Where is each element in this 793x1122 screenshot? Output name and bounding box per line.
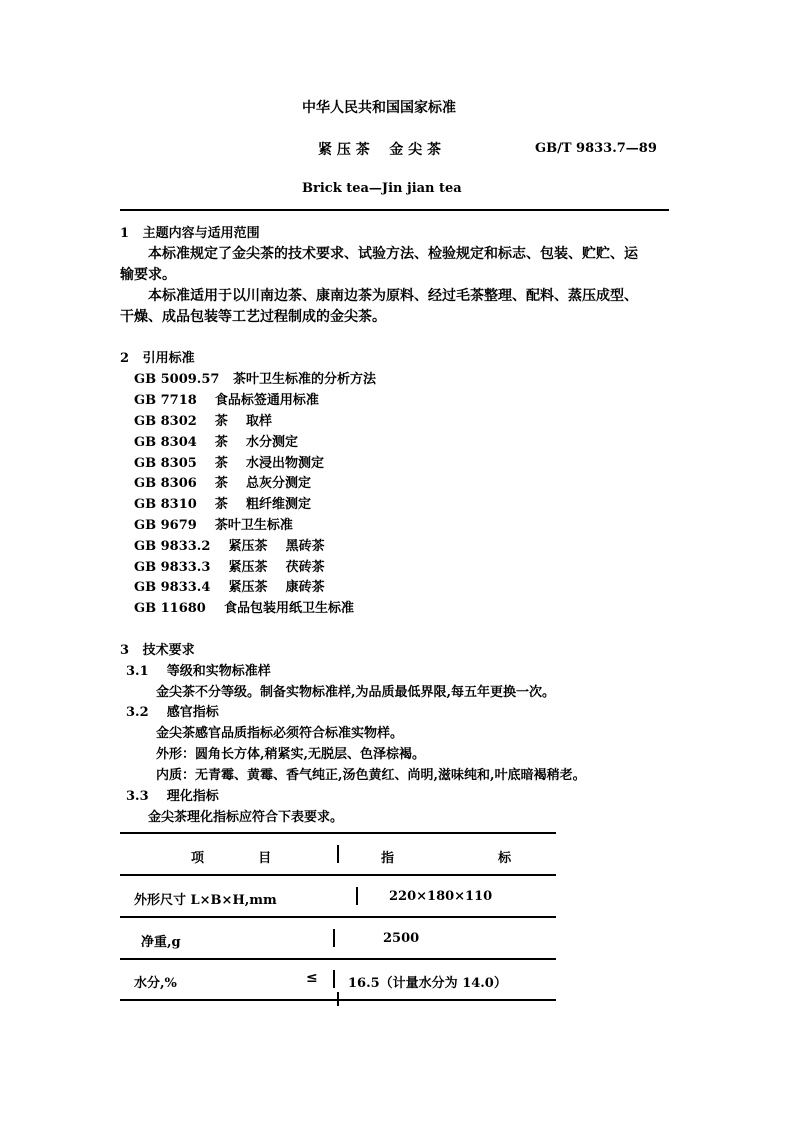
section-1-para-2-line-1: 本标准适用于以川南边茶、康南边茶为原料、经过毛茶整理、配料、蒸压成型、: [148, 288, 638, 304]
reference-item: GB 8306 茶 总灰分测定: [134, 476, 312, 491]
standard-title-en: Brick tea—Jin jian tea: [302, 181, 462, 196]
section-2-heading: 2 引用标准: [120, 351, 195, 366]
section-3-3-heading: 3.3 理化指标: [126, 789, 219, 804]
header-rule: [120, 209, 669, 211]
section-3-2-line-2: 外形：圆角长方体,稍紧实,无脱层、色泽棕褐。: [156, 747, 426, 762]
table-cell-value: 2500: [383, 931, 420, 946]
section-1-para-1-line-1: 本标准规定了金尖茶的技术要求、试验方法、检验规定和标志、包装、贮贮、运: [148, 246, 638, 262]
reference-item: GB 8302 茶 取样: [134, 414, 273, 429]
table-cell-item: 净重,g: [141, 935, 181, 950]
standard-number: GB/T 9833.7—89: [535, 141, 657, 156]
section-3-1-text: 金尖茶不分等级。制备实物标准样,为品质最低界限,每五年更换一次。: [156, 685, 556, 700]
section-3-2-heading: 3.2 感官指标: [126, 705, 219, 720]
reference-item: GB 8304 茶 水分测定: [134, 435, 299, 450]
reference-item: GB 9679 茶叶卫生标准: [134, 518, 293, 533]
reference-item: GB 8310 茶 粗纤维测定: [134, 497, 312, 512]
section-1-para-1-line-2: 输要求。: [120, 267, 176, 283]
table-cell-item: 水分,%: [134, 976, 177, 991]
table-cell-operator: ≤: [306, 970, 318, 986]
table-divider: [333, 929, 335, 947]
document-org-title: 中华人民共和国国家标准: [302, 100, 456, 116]
reference-item: GB 9833.3 紧压茶 茯砖茶: [134, 560, 325, 575]
table-header-rule: [120, 874, 556, 876]
table-cell-item: 外形尺寸 L×B×H,mm: [134, 893, 277, 908]
reference-item: GB 7718 食品标签通用标准: [134, 393, 319, 408]
table-row-rule: [120, 916, 556, 918]
reference-item: GB 8305 茶 水浸出物测定: [134, 456, 325, 471]
reference-item: GB 11680 食品包装用纸卫生标准: [134, 601, 354, 616]
section-1-heading: 1 主题内容与适用范围: [120, 226, 260, 241]
reference-item: GB 5009.57 茶叶卫生标准的分析方法: [134, 372, 376, 387]
table-header-item: 项 目: [191, 851, 272, 866]
table-row-rule: [120, 958, 556, 960]
section-3-2-line-1: 金尖茶感官品质指标必须符合标准实物样。: [156, 726, 404, 741]
section-3-1-heading: 3.1 等级和实物标准样: [126, 664, 271, 679]
table-divider: [356, 887, 358, 905]
table-header-value: 指 标: [381, 851, 512, 866]
table-top-rule: [120, 832, 556, 834]
table-divider: [337, 845, 339, 863]
standard-title-cn: 紧 压 茶 金 尖 茶: [318, 142, 441, 158]
section-3-2-line-3: 内质：无青霉、黄霉、香气纯正,汤色黄红、尚明,滋味纯和,叶底暗褐稍老。: [156, 768, 586, 783]
section-1-para-2-line-2: 干燥、成品包装等工艺过程制成的金尖茶。: [120, 309, 386, 325]
table-divider: [333, 970, 335, 988]
section-3-heading: 3 技术要求: [120, 643, 195, 658]
reference-item: GB 9833.4 紧压茶 康砖茶: [134, 580, 325, 595]
table-cell-value: 220×180×110: [389, 889, 493, 904]
section-3-3-text: 金尖茶理化指标应符合下表要求。: [148, 810, 344, 825]
table-divider: [337, 992, 339, 1006]
reference-item: GB 9833.2 紧压茶 黑砖茶: [134, 539, 325, 554]
table-cell-value: 16.5（计量水分为 14.0）: [348, 976, 507, 991]
